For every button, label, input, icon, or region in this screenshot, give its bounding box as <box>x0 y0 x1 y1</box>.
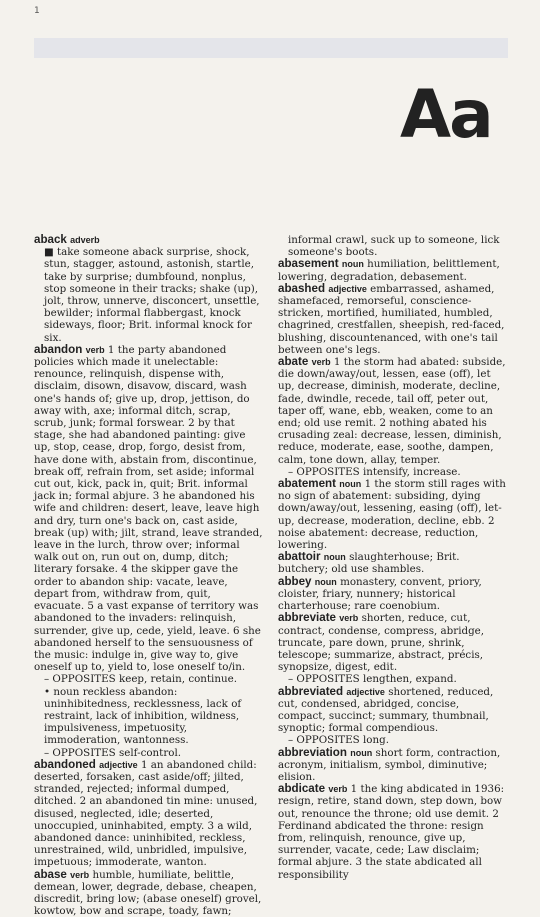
headword: abatement <box>278 477 336 491</box>
dictionary-entry <box>34 344 264 673</box>
dictionary-entry <box>278 551 508 575</box>
entry-definition: monastery, convent, priory, cloister, friary, nunnery; historical charterhouse; rare coenobium. <box>278 575 482 613</box>
dictionary-entry <box>34 686 264 747</box>
entry-definition: – OPPOSITES intensify, increase. <box>288 465 461 478</box>
dictionary-entry <box>34 759 264 869</box>
entry-definition: slaughterhouse; Brit. butchery; old use shambles. <box>278 551 460 576</box>
part-of-speech: verb <box>85 344 105 355</box>
dictionary-entry <box>278 478 508 551</box>
headword: abdicate <box>278 782 326 796</box>
dictionary-entry <box>278 783 508 881</box>
headword: abattoir <box>278 550 321 564</box>
dictionary-entry <box>278 283 508 356</box>
dictionary-entry <box>278 612 508 673</box>
entry-definition: humiliation, belittlement, lowering, degradation, debasement. <box>278 258 500 283</box>
right-column <box>278 234 508 881</box>
entry-definition: 1 the king abdicated in 1936: resign, retire, stand down, step down, bow out, renounce the throne; old use demit. 2 Ferdinand abdicated the throne: resign from, relinquish, renounce, give up, surrender, vacate, cede; Law disclaim; formal abjure. 3 the state abdicated all responsibility <box>278 783 505 881</box>
entry-definition: • noun reckless abandon: uninhibitedness, recklessness, lack of restraint, lack of inhibition, wildness, impulsiveness, impetuosity, immoderation, wantonness. <box>44 685 242 747</box>
part-of-speech: noun <box>341 259 364 270</box>
entry-definition: – OPPOSITES lengthen, expand. <box>288 673 457 686</box>
part-of-speech: noun <box>339 479 362 490</box>
page-number: 1 <box>34 6 40 16</box>
dictionary-entry <box>278 234 508 258</box>
part-of-speech: adverb <box>70 235 100 245</box>
entry-definition: 1 the party abandoned policies which made it unelectable: renounce, relinquish, dispense with, disclaim, disown, disavow, discard, wash one's hands of; give up, drop, jettison, do away with, axe; informal ditch, scrap, scrub, junk; formal forswear. 2 by that stage, she had abandoned painting: give up, stop, cease, drop, forgo, desist from, have done with, abstain from, discontinue, break off, refrain from, set aside; informal cut out, kick, pack in, quit; Brit. informal jack in; formal abjure. 3 he abandoned his wife and children: desert, leave, leave high and dry, turn one's back on, cast aside, break (up) with; jilt, strand, leave stranded, leave in the lurch, throw over; informal walk out on, run out on, dump, ditch; literary forsake. 4 the skipper gave the order to abandon ship: vacate, leave, depart from, withdraw from, quit, evacuate. 5 a vast expanse of territory was abandoned to the invaders: relinquish, surrender, give up, cede, yield, leave. 6 she abandoned herself to the sensuousness of the music: indulge in, give way to, give oneself up to, yield to, lose oneself to/in. <box>34 343 263 674</box>
dictionary-entry <box>278 258 508 282</box>
part-of-speech: noun <box>314 576 337 587</box>
header-band <box>34 38 508 58</box>
entry-definition: short form, contraction, acronym, initialism, symbol, diminutive; elision. <box>278 746 501 783</box>
entry-definition: 1 an abandoned child: deserted, forsaken, cast aside/off; jilted, stranded, rejected; informal dumped, ditched. 2 an abandoned tin mine: unused, disused, neglected, idle; deserted, unoccupied, uninhabited, empty. 3 a wild, abandoned dance: uninhibited, reckless, unrestrained, wild, unbridled, impulsive, impetuous; immoderate, wanton. <box>34 758 258 869</box>
entry-definition: shortened, reduced, cut, condensed, abridged, concise, compact, succinct; summary, thumbnail, synoptic; formal compendious. <box>278 685 494 735</box>
headword: abate <box>278 355 309 369</box>
dictionary-entry <box>34 673 264 685</box>
dictionary-entry <box>278 576 508 613</box>
headword: abashed <box>278 281 326 295</box>
part-of-speech: adjective <box>99 759 138 770</box>
part-of-speech: verb <box>339 613 359 624</box>
entry-definition: – OPPOSITES keep, retain, continue. <box>44 673 237 686</box>
part-of-speech: verb <box>311 357 331 368</box>
dictionary-entry <box>34 869 264 917</box>
part-of-speech: adjective <box>346 686 385 697</box>
entry-definition: informal crawl, suck up to someone, lick someone's boots. <box>288 234 500 259</box>
entry-definition: shorten, reduce, cut, contract, condense, compress, abridge, truncate, pare down, prune, shrink, telescope; summarize, abstract, précis, synopsize, digest, edit. <box>278 612 485 674</box>
dictionary-entry <box>278 356 508 466</box>
dictionary-entry <box>34 234 264 246</box>
headword: abbreviated <box>278 684 344 698</box>
headword: abasement <box>278 257 339 271</box>
part-of-speech: noun <box>323 552 346 563</box>
entry-definition: embarrassed, ashamed, shamefaced, remorseful, conscience-stricken, mortified, humiliated, humbled, chagrined, crestfallen, sheepish, red-faced, blushing, discountenanced, with one's tail between one's legs. <box>278 282 505 356</box>
part-of-speech: verb <box>70 869 90 880</box>
entry-definition: 1 the storm had abated: subside, die down/away/out, lessen, ease (off), let up, decrease, diminish, moderate, decline, fade, dwindle, recede, tail off, peter out, taper off, wane, ebb, weaken, come to an end; old use remit. 2 nothing abated his crusading zeal: decrease, lessen, diminish, reduce, moderate, ease, soothe, dampen, calm, tone down, allay, temper. <box>278 356 506 466</box>
left-column <box>34 234 264 917</box>
headword: abase <box>34 867 67 881</box>
headword: aback <box>34 233 67 246</box>
part-of-speech: adjective <box>328 283 367 294</box>
section-letter-heading: Aa <box>400 76 492 153</box>
headword: abbreviate <box>278 611 336 625</box>
entry-definition: humble, humiliate, belittle, demean, lower, degrade, debase, cheapen, discredit, bring low; (abase oneself) grovel, kowtow, bow and scrape, toady, fawn; <box>34 868 262 917</box>
dictionary-entry <box>278 686 508 735</box>
part-of-speech: verb <box>328 784 348 795</box>
dictionary-entry <box>278 747 508 784</box>
entry-definition: ■ take someone aback surprise, shock, stun, stagger, astound, astonish, startle, take by surprise; dumbfound, nonplus, stop someone in their tracks; shake (up), jolt, throw, unnerve, disconcert, unsettle, bewilder; informal flabbergast, knock sideways, floor; Brit. informal knock for six. <box>44 246 260 344</box>
headword: abbreviation <box>278 745 347 759</box>
entry-definition: – OPPOSITES self-control. <box>44 746 182 759</box>
entry-definition: 1 the storm still rages with no sign of abatement: subsiding, dying down/away/out, lessening, easing (off), let-up, decrease, moderation, decline, ebb. 2 noise abatement: decrease, reduction, lowering. <box>278 478 506 552</box>
part-of-speech: noun <box>350 747 373 758</box>
headword: abbey <box>278 574 312 588</box>
entry-definition: – OPPOSITES long. <box>288 734 389 747</box>
headword: abandoned <box>34 757 96 771</box>
dictionary-entry <box>34 246 264 344</box>
headword: abandon <box>34 342 83 356</box>
